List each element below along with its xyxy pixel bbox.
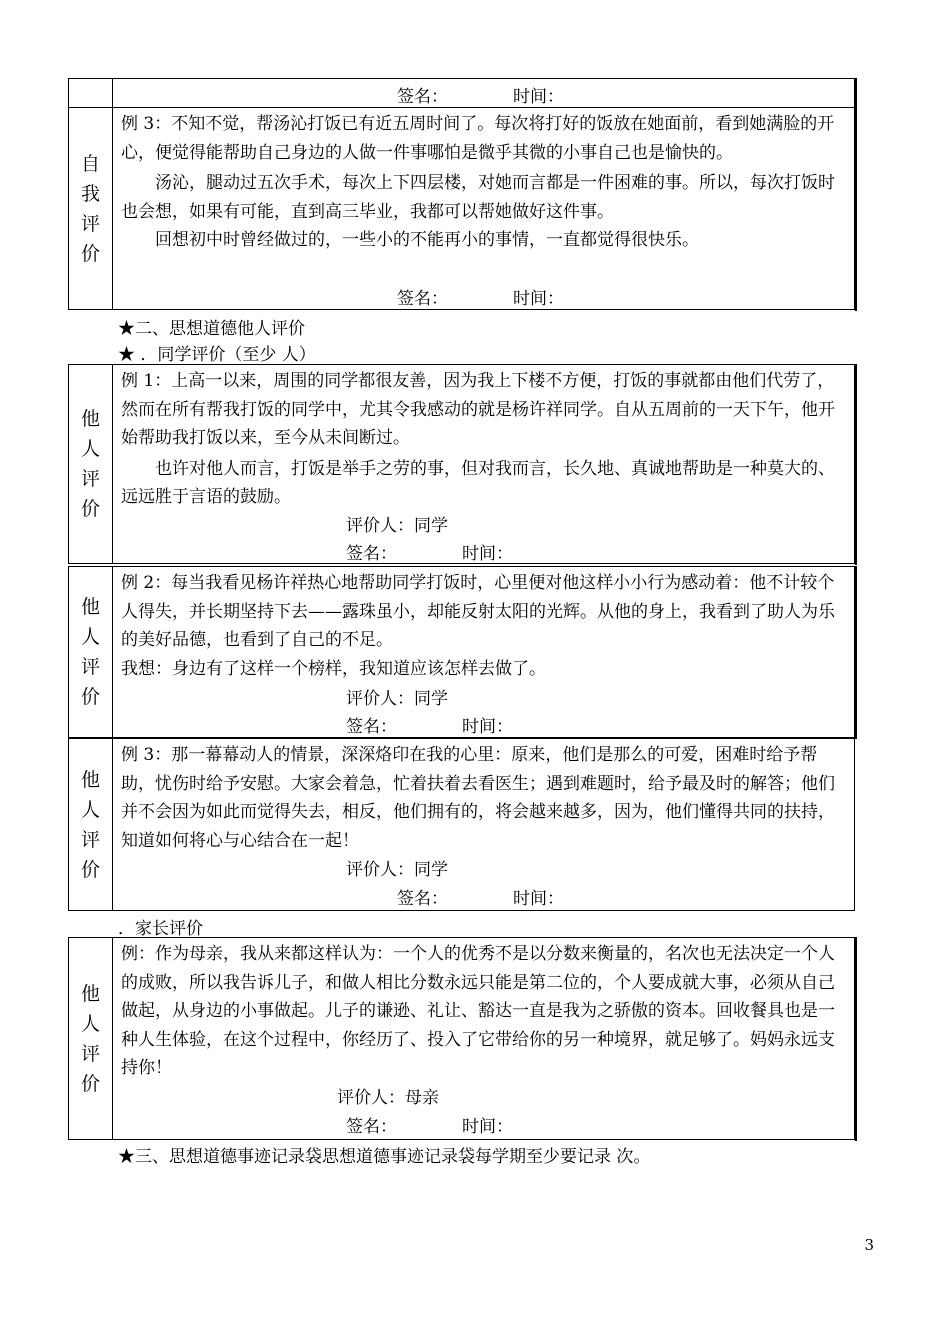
top-row-sign-label: 签名： xyxy=(397,87,448,107)
self-eval-label: 自 我 评 价 xyxy=(69,108,113,309)
peer-eval-label: 他 人 评 价 xyxy=(69,365,113,563)
table-shadow xyxy=(855,566,857,739)
peer-eval-time-label: 时间： xyxy=(513,889,564,909)
peer-eval-evaluator: 评价人：同学 xyxy=(346,516,448,536)
self-eval-paragraph: 汤沁，腿动过五次手术，每次上下四层楼，对她而言都是一件困难的事。所以，每次打饭时也会想，如果有可能，直到高三毕业，我都可以帮她做好这件事。 xyxy=(121,173,835,222)
parent-eval-evaluator: 评价人：母亲 xyxy=(337,1088,439,1108)
peer-eval-paragraph: 也许对他人而言，打饭是举手之劳的事，但对我而言，长久地、真诚地帮助是一种莫大的、远远胜于言语的鼓励。 xyxy=(121,458,835,507)
peer-eval-paragraph: 例 2：每当我看见杨许祥热心地帮助同学打饭时，心里便对他这样小小行为感动着：他不计较个人得失，并长期坚持下去——露珠虽小，却能反射太阳的光辉。从他的身上，我看到了助人为乐的美好品德，也看到了自己的不足。 xyxy=(121,573,835,650)
table-shadow xyxy=(855,937,857,1141)
top-row-time-label: 时间： xyxy=(513,87,564,107)
peer-eval-content xyxy=(121,569,844,683)
peer-eval-paragraph: 我想：身边有了这样一个榜样，我知道应该怎样去做了。 xyxy=(121,658,546,679)
peer-evaluation-box-1 xyxy=(68,364,855,564)
parent-evaluation-box xyxy=(68,937,855,1140)
section-heading-two: ★二、思想道德他人评价 xyxy=(118,319,305,339)
self-eval-paragraph: 例 3：不知不觉，帮汤沁打饭已有近五周时间了。每次将打好的饭放在她面前，看到她满脸的开心，便觉得能帮助自己身边的人做一件事哪怕是微乎其微的小事自己也是愉快的。 xyxy=(121,114,835,163)
parent-eval-subheading: ．家长评价 xyxy=(118,919,203,939)
parent-eval-time-label: 时间： xyxy=(462,1117,513,1137)
parent-eval-content xyxy=(121,940,844,1083)
peer-evaluation-box-2 xyxy=(68,566,855,738)
peer-eval-paragraph: 例 1：上高一以来，周围的同学都很友善，因为我上下楼不方便，打饭的事就都由他们代劳了，然而在所有帮我打饭的同学中，尤其令我感动的就是杨许祥同学。自从五周前的一天下午，他开始帮助我打饭以来，至今从未间断过。 xyxy=(121,371,835,448)
self-eval-paragraph: 回想初中时曾经做过的，一些小的不能再小的事情，一直都觉得很快乐。 xyxy=(155,230,699,250)
page-number: 3 xyxy=(864,1236,874,1254)
table-shadow xyxy=(855,364,857,565)
peer-eval-label: 他 人 评 价 xyxy=(69,567,113,737)
peer-eval-time-label: 时间： xyxy=(462,544,513,564)
parent-eval-paragraph: 例：作为母亲，我从来都这样认为：一个人的优秀不是以分数来衡量的，名次也无法决定一个人的成败，所以我告诉儿子，和做人相比分数永远只能是第二位的，个人要成就大事，必须从自己做起，从身边的小事做起。儿子的谦逊、礼让、豁达一直是我为之骄傲的资本。回收餐具也是一种人生体验，在这个过程中，你经历了、投入了它带给你的另一种境界，就足够了。妈妈永远支持你！ xyxy=(121,944,835,1078)
parent-eval-label: 他 人 评 价 xyxy=(69,938,113,1139)
peer-eval-label: 他 人 评 价 xyxy=(69,739,113,910)
section-heading-three: ★三、思想道德事迹记录袋思想道德事迹记录袋每学期至少要记录 次。 xyxy=(118,1147,651,1167)
peer-evaluation-box-3 xyxy=(68,738,855,911)
parent-eval-sign-label: 签名： xyxy=(346,1117,397,1137)
peer-eval-evaluator: 评价人：同学 xyxy=(346,860,448,880)
peer-eval-sign-label: 签名： xyxy=(346,717,397,737)
classmate-eval-subheading: ★ ．同学评价（至少 人） xyxy=(118,345,316,365)
self-evaluation-box xyxy=(68,107,855,310)
peer-eval-content xyxy=(121,367,844,512)
top-signature-row xyxy=(68,78,855,108)
peer-eval-time-label: 时间： xyxy=(462,717,513,737)
self-eval-sign-label: 签名： xyxy=(397,289,448,309)
peer-eval-content xyxy=(121,741,844,855)
top-row-label-cell xyxy=(69,79,113,107)
peer-eval-evaluator: 评价人：同学 xyxy=(346,689,448,709)
self-eval-content xyxy=(121,110,844,255)
peer-eval-sign-label: 签名： xyxy=(397,889,448,909)
self-eval-time-label: 时间： xyxy=(513,289,564,309)
peer-eval-paragraph: 例 3：那一幕幕动人的情景，深深烙印在我的心里：原来，他们是那么的可爱，困难时给予帮助，忧伤时给予安慰。大家会着急，忙着扶着去看医生；遇到难题时，给予最及时的解答；他们并不会因为如此而觉得失去，相反，他们拥有的，将会越来越多，因为，他们懂得共同的扶持，知道如何将心与心结合在一起！ xyxy=(121,745,835,851)
peer-eval-sign-label: 签名： xyxy=(346,544,397,564)
table-shadow xyxy=(855,78,857,311)
